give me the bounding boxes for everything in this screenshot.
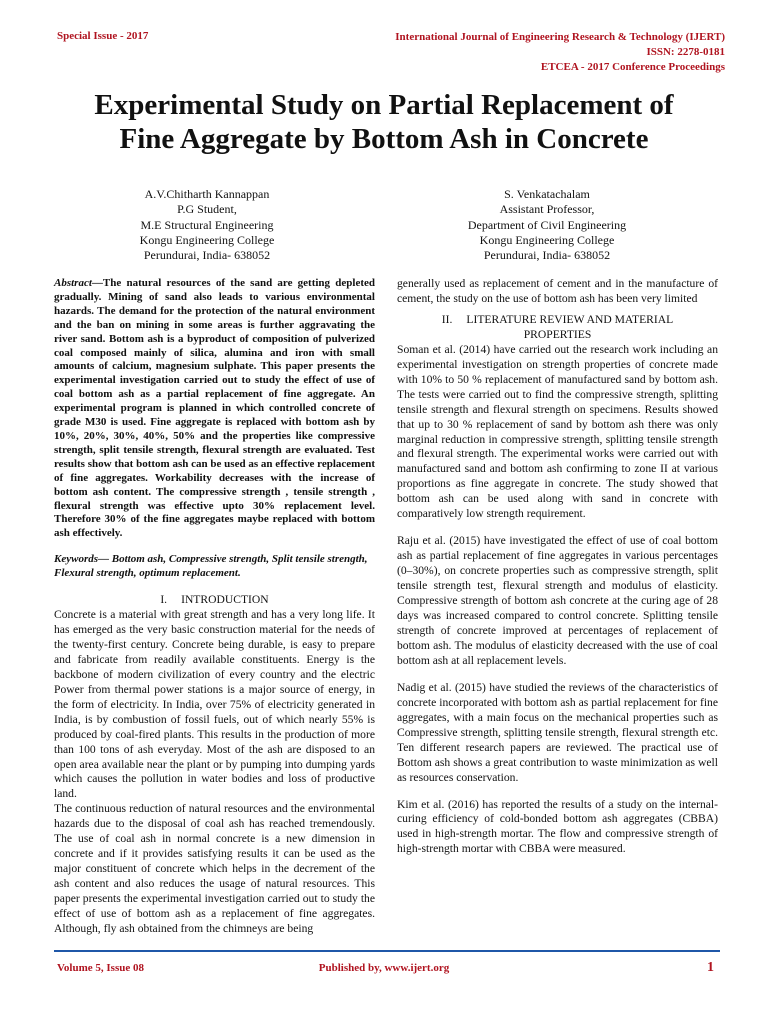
- literature-paragraph-raju: Raju et al. (2015) have investigated the effect of use of coal bottom ash as partial replacement of fine aggregates in various percentages (0–30%), on concrete properties such as compressive strength, split tensile strength test, flexural strength and modulus of elasticity. Compressive strength of bottom ash concrete at the curing age of 28 days was increased compared to control concrete. Splitting tensile strength of concrete improved at percentages of replacement of bottom ash. The modulus of elasticity decreased with the use of coal bottom ash at all replacement levels.: [397, 534, 718, 667]
- section-number: II.: [441, 312, 453, 326]
- footer-divider: [54, 950, 720, 952]
- author-department: Department of Civil Engineering: [467, 217, 627, 232]
- header-journal-info: [305, 30, 725, 75]
- author-institution: Kongu Engineering College: [139, 232, 275, 247]
- author-position: Assistant Professor,: [499, 202, 595, 217]
- journal-name: International Journal of Engineering Research & Technology (IJERT): [395, 31, 725, 43]
- intro-paragraph-2: The continuous reduction of natural resources and the environmental hazards due to the disposal of coal ash has reached tremendously. The use of coal ash in normal concrete is a new dimension in concrete and if it provides satisfying results it can be used as the major constituent of concrete which helps in the decrement of the ash content and also reduces the usage of natural resources. This paper presents the experimental investigation carried out to study the effect of use of bottom ash as a replacement of fine aggregates. Although, fly ash obtained from the chimneys are being: [54, 802, 375, 935]
- page-number: 1: [707, 960, 714, 975]
- section-title-line-1: LITERATURE REVIEW AND MATERIAL: [466, 312, 674, 326]
- intro-paragraph-continued: generally used as replacement of cement and in the manufacture of cement, the study on the use of bottom ash has been very limited: [397, 277, 718, 305]
- footer-publisher: Published by, www.ijert.org: [318, 962, 450, 974]
- literature-paragraph-kim: Kim et al. (2016) has reported the results of a study on the internal-curing efficiency of cold-bonded bottom ash aggregates (CBBA) used in high-strength mortar. The flow and compressive strength of high-strength mortar with CBBA were measured.: [397, 797, 718, 856]
- section-title-line-2: PROPERTIES: [523, 327, 592, 341]
- right-column: [397, 277, 718, 857]
- intro-paragraph-1: Concrete is a material with great strength and has a very long life. It has emerged as the very basic construction material for the needs of the twenty-first century. Concrete being durable, is easy to prepare and fabricate from readily available constituents. Energy is the backbone of modern civilization of every country and the electric Power from thermal power stations is a major source of energy, in the form of electricity. In India, over 75% of electricity generated in India, is by combustion of fossil fuels, out of which nearly 55% is produced by coal-fired plants. This results in the production of more than 100 tons of ash everyday. Most of the ash are disposed to an open area available near the plant or by pumping into dumping yards which causes the pollution in water bodies and loss of productive land.: [54, 607, 375, 801]
- abstract: [54, 277, 375, 541]
- section-heading-literature-review: [397, 313, 718, 343]
- author-block-2: [417, 187, 677, 263]
- section-number: I.: [160, 593, 168, 607]
- paper-title: [30, 88, 738, 156]
- journal-issn: ISSN: 2278-0181: [646, 46, 725, 58]
- author-location: Perundurai, India- 638052: [143, 248, 271, 263]
- footer-volume: Volume 5, Issue 08: [57, 962, 144, 974]
- section-title: INTRODUCTION: [181, 593, 269, 607]
- title-line-1: Experimental Study on Partial Replacement of: [94, 89, 674, 121]
- abstract-text: —The natural resources of the sand are getting depleted gradually. Mining of sand also leads to various environmental hazards. The demand for the protection of the natural environment and the ban on mining in some areas is further aggravating the river sand. Bottom ash is a byproduct of composition of pulverized coal composed mainly of silica, alumina and iron with small amounts of calcium, magnesium sulphate. This paper presents the experimental investigation carried out to study the effect of use of coal bottom ash as a partial replacement of fine aggregate. An experimental program is planned in which controlled concrete of grade M30 is used. Fine aggregate is replaced with bottom ash by 10%, 20%, 30%, 40%, 50% and the properties like compressive strength, split tensile strength, flexural strength are evaluated. Test results show that bottom ash can be used as an effective replacement of fine aggregates. Workability decreases with the increase of bottom ash content. The compressive strength , tensile strength , flexural strength was effective upto 30% replacement level. Therefore 30% of the fine aggregates maybe replaced with bottom ash effectively.: [54, 277, 375, 540]
- author-name: S. Venkatachalam: [504, 187, 590, 201]
- author-location: Perundurai, India- 638052: [483, 248, 611, 263]
- abstract-label: Abstract: [54, 277, 92, 289]
- author-block-1: [77, 187, 337, 263]
- literature-paragraph-soman: Soman et al. (2014) have carried out the research work including an experimental investigation on strength properties of concrete made with 10% to 50 % replacement of manufactured sand by bottom ash. The tests were carried out to find the compressive strength, splitting tensile strength and flexural strength on specimens. Results showed that up to 30 % replacement of sand by bottom ash there was only marginal reduction in compressive strength, splitting tensile strength and flexural strength. The experimental works were carried out with manufactured sand and bottom ash confirming to zone II at various proportions as fine aggregate in concrete. The study showed that bottom ash can be used along with sand in concrete with comparatively low strength requirement.: [397, 342, 718, 521]
- author-department: M.E Structural Engineering: [140, 217, 274, 232]
- left-column: [54, 277, 375, 937]
- author-name: A.V.Chitharth Kannappan: [144, 187, 270, 201]
- conference-name: ETCEA - 2017 Conference Proceedings: [540, 61, 725, 73]
- literature-paragraph-nadig: Nadig et al. (2015) have studied the reviews of the characteristics of concrete incorporated with bottom ash as partial replacement for fine aggregates, with a main focus on the mechanical properties such as Compressive strength, splitting tensile strength, flexural strength etc. Ten different research papers are reviewed. The practical use of Bottom ash shows a great contribution to waste minimization as well as resources conservation.: [397, 680, 718, 784]
- author-position: P.G Student,: [177, 202, 237, 217]
- keywords: Keywords— Bottom ash, Compressive strength, Split tensile strength, Flexural strength, optimum replacement.: [54, 553, 368, 580]
- header-special-issue: Special Issue - 2017: [57, 30, 149, 42]
- section-heading-introduction: [54, 593, 375, 608]
- title-line-2: Fine Aggregate by Bottom Ash in Concrete: [119, 123, 649, 155]
- author-institution: Kongu Engineering College: [479, 232, 615, 247]
